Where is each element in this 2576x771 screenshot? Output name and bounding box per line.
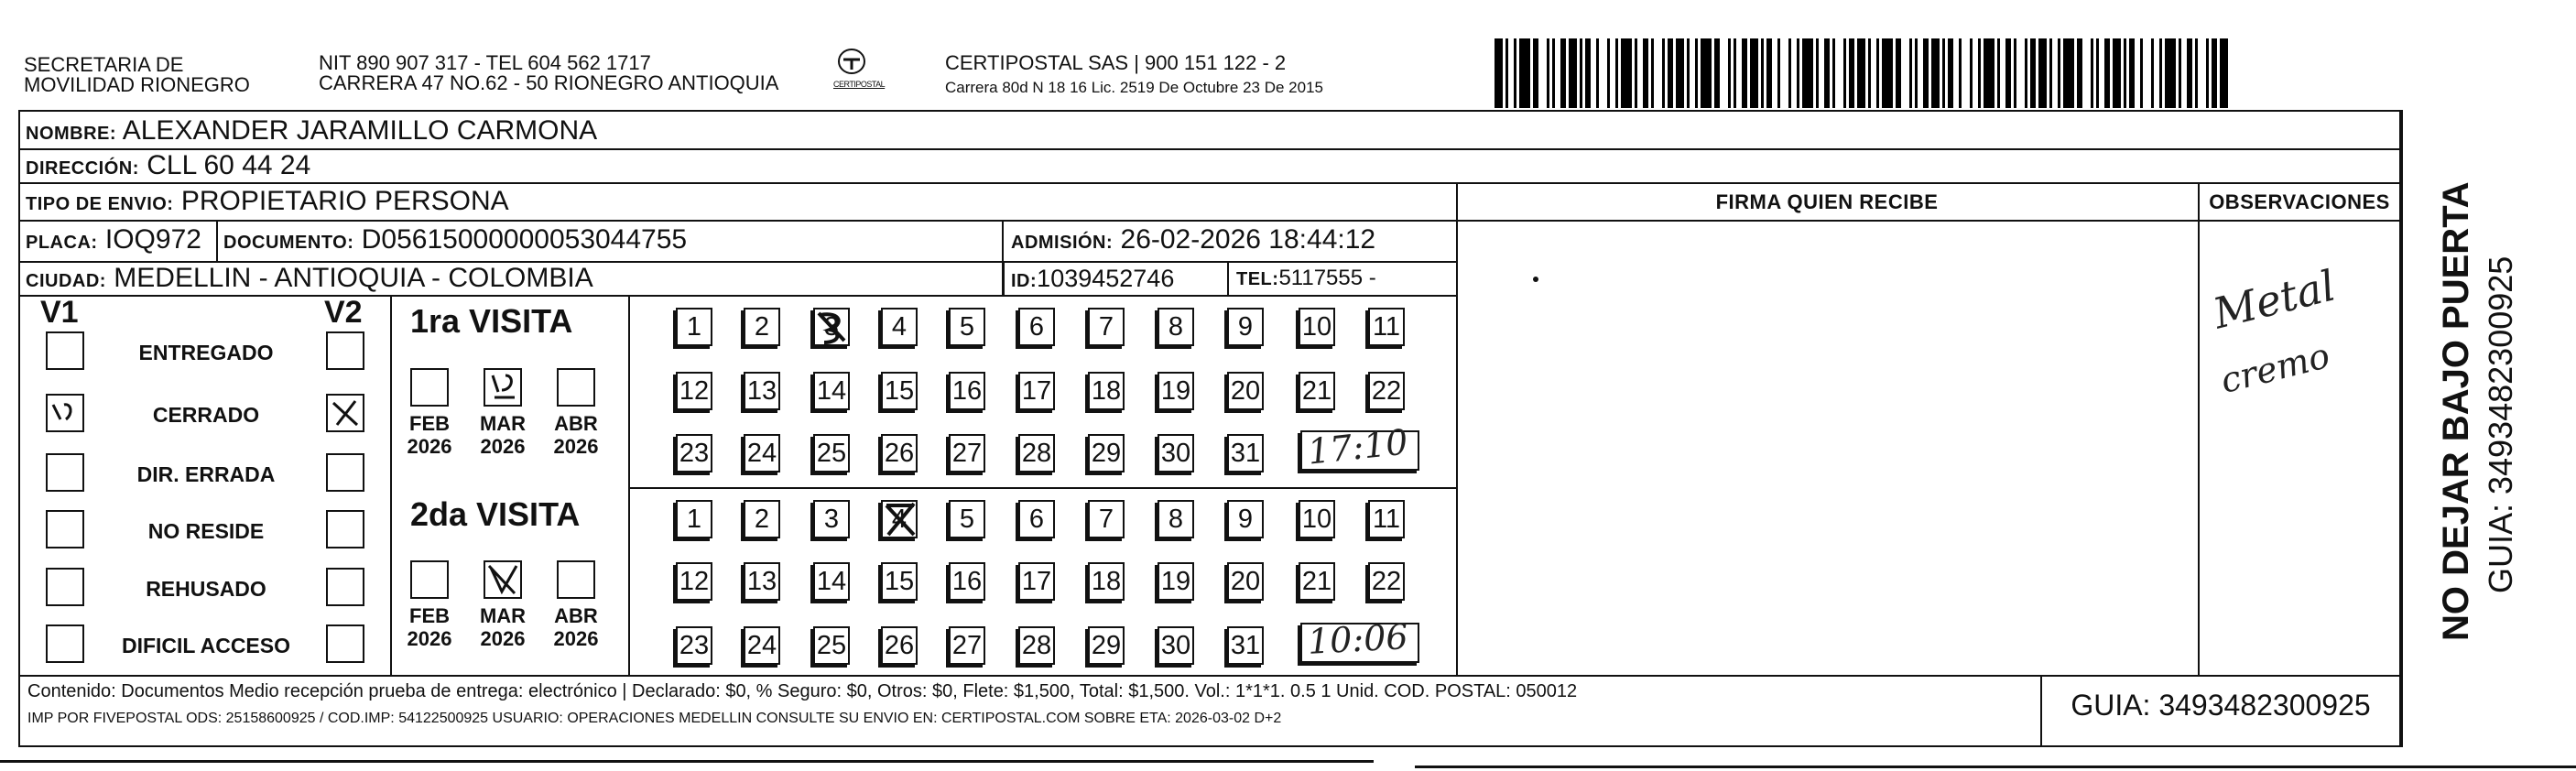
month-name: FEB (409, 412, 450, 435)
barcode-bar (1824, 38, 1830, 108)
day-box-12[interactable]: 12 (676, 562, 712, 601)
day-box-1[interactable]: 1 (676, 308, 712, 346)
day-box-15[interactable]: 15 (881, 562, 918, 601)
tel-row (1236, 264, 1376, 294)
v2-checkbox[interactable] (326, 331, 364, 370)
barcode-bar (1849, 38, 1854, 108)
status-label: ENTREGADO (138, 341, 274, 364)
status-label: DIFICIL ACCESO (121, 634, 290, 657)
org-name-line2: MOVILIDAD RIONEGRO (24, 73, 250, 96)
month-label (547, 412, 605, 458)
day-box-3[interactable]: 3 (813, 308, 850, 346)
day-box-10[interactable]: 10 (1299, 308, 1335, 346)
barcode-bar (1797, 38, 1799, 108)
barcode-bar (2195, 38, 2198, 108)
day-box-21[interactable]: 21 (1299, 562, 1335, 601)
tel-value: 5117555 - (1278, 266, 1376, 290)
day-box-10[interactable]: 10 (1299, 500, 1335, 538)
month-name: ABR (554, 412, 598, 435)
day-box-2[interactable]: 2 (744, 500, 780, 538)
month-checkbox-feb[interactable] (410, 368, 449, 407)
day-box-21[interactable]: 21 (1299, 372, 1335, 410)
day-box-16[interactable]: 16 (949, 562, 985, 601)
barcode-bar (1662, 38, 1665, 108)
day-box-7[interactable]: 7 (1088, 308, 1125, 346)
ciudad-value: MEDELLIN - ANTIOQUIA - COLOMBIA (114, 263, 593, 293)
day-box-6[interactable]: 6 (1018, 500, 1055, 538)
placa-label: PLACA: (26, 233, 98, 253)
org-name-line1: SECRETARIA DE (24, 53, 184, 76)
day-box-20[interactable]: 20 (1227, 562, 1264, 601)
barcode-bar (1621, 38, 1632, 108)
v1-checkbox[interactable] (46, 453, 84, 492)
id-row (1011, 264, 1174, 296)
barcode-bar (2212, 38, 2217, 108)
barcode-bar (2206, 38, 2209, 108)
barcode-bar (2140, 38, 2143, 108)
admision-value: 26-02-2026 18:44:12 (1120, 224, 1376, 255)
barcode-bar (1896, 38, 1901, 108)
day-box-18[interactable]: 18 (1088, 562, 1125, 601)
barcode-bar (1766, 38, 1772, 108)
barcode-bar (1585, 38, 1591, 108)
barcode-bar (1728, 38, 1731, 108)
barcode-bar (1788, 38, 1791, 108)
day-box-19[interactable]: 19 (1158, 372, 1194, 410)
side-notice: NO DEJAR BAJO PUERTA (2436, 181, 2476, 641)
company-line: CERTIPOSTAL SAS | 900 151 122 - 2 (945, 51, 1287, 74)
barcode-bar (1832, 38, 1835, 108)
day-box-8[interactable]: 8 (1158, 500, 1194, 538)
check-mark-icon (485, 562, 520, 597)
barcode-bar (1643, 38, 1648, 108)
day-box-25[interactable]: 25 (813, 626, 850, 665)
month-year: 2026 (480, 435, 526, 458)
company-sub: Carrera 80d N 18 16 Lic. 2519 De Octubre 23 De 2015 (945, 79, 1323, 96)
day-box-14[interactable]: 14 (813, 372, 850, 410)
nombre-row (26, 116, 597, 148)
day-box-7[interactable]: 7 (1088, 500, 1125, 538)
day-box-24[interactable]: 24 (744, 434, 780, 472)
nit-line: NIT 890 907 317 - TEL 604 562 1717 (319, 51, 651, 74)
barcode-bar (2179, 38, 2181, 108)
day-box-1[interactable]: 1 (676, 500, 712, 538)
certipostal-logo-icon (833, 48, 870, 75)
admision-label: ADMISIÓN: (1011, 233, 1114, 253)
day-box-30[interactable]: 30 (1158, 434, 1194, 472)
v1-checkbox[interactable] (46, 624, 84, 663)
barcode-bar (2124, 38, 2126, 108)
barcode-bar (2187, 38, 2192, 108)
barcode-bar (1514, 38, 1516, 108)
barcode-bar (1533, 38, 1538, 108)
check-mark-icon (485, 370, 520, 405)
month-checkbox-feb[interactable] (410, 560, 449, 599)
barcode-bar (1569, 38, 1577, 108)
day-box-17[interactable]: 17 (1018, 562, 1055, 601)
address-line: CARRERA 47 NO.62 - 50 RIONEGRO ANTIOQUIA (319, 71, 779, 94)
status-label: REHUSADO (146, 577, 266, 601)
barcode-bar (2038, 38, 2047, 108)
month-checkbox-abr[interactable] (557, 560, 595, 599)
barcode-bar (1882, 38, 1893, 108)
barcode-bar (1997, 38, 2000, 108)
day-box-24[interactable]: 24 (744, 626, 780, 665)
day-box-23[interactable]: 23 (676, 434, 712, 472)
logo-text: CERTIPOSTAL (833, 80, 886, 89)
month-label (547, 604, 605, 650)
direccion-value: CLL 60 44 24 (147, 150, 311, 180)
day-box-26[interactable]: 26 (881, 626, 918, 665)
nombre-label: NOMBRE: (26, 124, 117, 144)
v1-checkbox[interactable] (46, 394, 84, 432)
observation-line2: cremo (2216, 335, 2334, 401)
time-first-visit: 17:10 (1306, 421, 1410, 472)
barcode-bar (1519, 38, 1530, 108)
day-box-18[interactable]: 18 (1088, 372, 1125, 410)
side-guia: GUIA: 3493482300925 (2482, 255, 2519, 593)
imp-line: IMP POR FIVEPOSTAL ODS: 25158600925 / COD.IMP: 54122500925 USUARIO: OPERACIONES MEDELLIN CONSULTE SU ENVIO EN: CERTIPOSTAL.COM SOBRE ETA: 2026-03-02 D+2 (27, 711, 1282, 726)
v1-header: V1 (40, 295, 79, 330)
month-label (400, 412, 459, 458)
day-box-9[interactable]: 9 (1227, 308, 1264, 346)
barcode-bar (2151, 38, 2154, 108)
barcode-bar (1942, 38, 1945, 108)
status-label: CERRADO (152, 403, 260, 427)
month-label (473, 412, 532, 458)
barcode-bar (1970, 38, 1973, 108)
day-box-15[interactable]: 15 (881, 372, 918, 410)
barcode-bar (2159, 38, 2162, 108)
id-value: 1039452746 (1037, 265, 1175, 292)
barcode-bar (1676, 38, 1684, 108)
barcode-bar (1777, 38, 1780, 108)
day-box-27[interactable]: 27 (949, 626, 985, 665)
day-box-28[interactable]: 28 (1018, 434, 1055, 472)
ciudad-label: CIUDAD: (26, 271, 106, 291)
barcode-bar (1761, 38, 1764, 108)
day-box-29[interactable]: 29 (1088, 434, 1125, 472)
day-mark-icon (881, 500, 921, 545)
day-box-13[interactable]: 13 (744, 372, 780, 410)
documento-label: DOCUMENTO: (223, 233, 354, 253)
day-box-4[interactable]: 4 (881, 500, 918, 538)
status-label: NO RESIDE (147, 519, 265, 543)
v2-checkbox[interactable] (326, 510, 364, 548)
v1-checkbox[interactable] (46, 568, 84, 606)
barcode-bar (1505, 38, 1508, 108)
direccion-row (26, 151, 310, 183)
firma-header: FIRMA QUIEN RECIBE (1715, 190, 1939, 213)
day-box-26[interactable]: 26 (881, 434, 918, 472)
barcode-bar (2104, 38, 2110, 108)
barcode-bar (1978, 38, 1981, 108)
v2-checkbox[interactable] (326, 394, 364, 432)
barcode-bar (1868, 38, 1871, 108)
barcode-bar (1948, 38, 1953, 108)
observation-line1: Metal (2208, 260, 2341, 339)
v2-checkbox[interactable] (326, 568, 364, 606)
day-box-20[interactable]: 20 (1227, 372, 1264, 410)
barcode-bar (1931, 38, 1940, 108)
day-box-16[interactable]: 16 (949, 372, 985, 410)
tipo-value: PROPIETARIO PERSONA (180, 186, 509, 216)
barcode-bar (2129, 38, 2135, 108)
day-box-14[interactable]: 14 (813, 562, 850, 601)
v1-checkbox[interactable] (46, 510, 84, 548)
day-box-19[interactable]: 19 (1158, 562, 1194, 601)
day-box-28[interactable]: 28 (1018, 626, 1055, 665)
barcode-bar (1552, 38, 1555, 108)
barcode-bar (1909, 38, 1912, 108)
day-box-25[interactable]: 25 (813, 434, 850, 472)
barcode-bar (2096, 38, 2099, 108)
day-box-23[interactable]: 23 (676, 626, 712, 665)
placa-row (26, 225, 201, 257)
barcode-bar (1750, 38, 1758, 108)
barcode-bar (1843, 38, 1846, 108)
day-box-2[interactable]: 2 (744, 308, 780, 346)
barcode-bar (1959, 38, 1962, 108)
barcode-bar (1714, 38, 1720, 108)
barcode-bar (1695, 38, 1698, 108)
month-label (473, 604, 532, 650)
barcode-bar (1816, 38, 1819, 108)
observaciones-header: OBSERVACIONES (2209, 190, 2390, 213)
first-visit-title: 1ra VISITA (410, 302, 573, 340)
v2-checkbox[interactable] (326, 453, 364, 492)
day-box-11[interactable]: 11 (1368, 308, 1405, 346)
barcode-bar (1635, 38, 1637, 108)
status-label: DIR. ERRADA (136, 462, 276, 486)
barcode-bar (2165, 38, 2176, 108)
day-box-22[interactable]: 22 (1368, 562, 1405, 601)
day-mark-icon (813, 308, 853, 353)
month-label (400, 604, 459, 650)
barcode-bar (2113, 38, 2121, 108)
month-name: MAR (479, 604, 527, 627)
time-second-visit: 10:06 (1306, 616, 1409, 662)
barcode-bar (1596, 38, 1599, 108)
barcode-bar (2005, 38, 2011, 108)
day-box-31[interactable]: 31 (1227, 434, 1264, 472)
barcode-bar (2063, 38, 2074, 108)
certipostal-logo (833, 48, 886, 95)
day-box-5[interactable]: 5 (949, 500, 985, 538)
day-box-22[interactable]: 22 (1368, 372, 1405, 410)
day-box-4[interactable]: 4 (881, 308, 918, 346)
barcode-bar (2049, 38, 2052, 108)
contenido-line: Contenido: Documentos Medio recepción prueba de entrega: electrónico | Declarado: $0, % Seguro: $0, Otros: $0, Flete: $1,500, Total: $1,500. Vol.: 1*1*1. 0.5 1 Unid. COD. POSTAL: 050012 (27, 681, 1578, 701)
check-mark-icon (48, 396, 82, 430)
barcode-bar (2025, 38, 2027, 108)
month-year: 2026 (553, 627, 599, 650)
barcode-bar (1802, 38, 1813, 108)
day-box-9[interactable]: 9 (1227, 500, 1264, 538)
v2-checkbox[interactable] (326, 624, 364, 663)
barcode-bar (1580, 38, 1582, 108)
placa-value: IOQ972 (104, 224, 201, 255)
barcode-bar (2091, 38, 2093, 108)
tel-label: TEL: (1236, 269, 1279, 289)
barcode-bar (1607, 38, 1610, 108)
barcode-bar (1857, 38, 1865, 108)
day-box-29[interactable]: 29 (1088, 626, 1125, 665)
barcode-bar (2030, 38, 2036, 108)
nombre-value: ALEXANDER JARAMILLO CARMONA (122, 115, 598, 146)
documento-row (223, 225, 687, 257)
barcode-bar (1651, 38, 1654, 108)
month-checkbox-abr[interactable] (557, 368, 595, 407)
barcode-bar (1547, 38, 1549, 108)
month-checkbox-mar[interactable] (484, 368, 522, 407)
barcode-bar (1734, 38, 1736, 108)
month-name: FEB (409, 604, 450, 627)
id-label: ID: (1011, 271, 1038, 291)
day-box-11[interactable]: 11 (1368, 500, 1405, 538)
barcode-bar (1560, 38, 1566, 108)
tipo-row (26, 187, 509, 219)
month-year: 2026 (407, 435, 452, 458)
month-year: 2026 (553, 435, 599, 458)
barcode-bar (1615, 38, 1618, 108)
second-visit-title: 2da VISITA (410, 495, 581, 533)
signature-dot (1533, 277, 1538, 282)
day-box-12[interactable]: 12 (676, 372, 712, 410)
month-name: ABR (554, 604, 598, 627)
day-box-17[interactable]: 17 (1018, 372, 1055, 410)
check-mark-icon (328, 396, 363, 430)
barcode-bar (1923, 38, 1929, 108)
month-year: 2026 (407, 627, 452, 650)
day-box-5[interactable]: 5 (949, 308, 985, 346)
barcode-bar (1495, 38, 1503, 108)
guia-footer: GUIA: 3493482300925 (2071, 689, 2371, 722)
month-year: 2026 (480, 627, 526, 650)
tipo-label: TIPO DE ENVIO: (26, 194, 174, 214)
v2-header: V2 (324, 295, 363, 330)
admision-row (1011, 225, 1375, 257)
v1-checkbox[interactable] (46, 331, 84, 370)
barcode-bar (2220, 38, 2228, 108)
day-box-31[interactable]: 31 (1227, 626, 1264, 665)
barcode-bar (1742, 38, 1747, 108)
day-box-6[interactable]: 6 (1018, 308, 1055, 346)
day-box-3[interactable]: 3 (813, 500, 850, 538)
day-box-27[interactable]: 27 (949, 434, 985, 472)
day-box-8[interactable]: 8 (1158, 308, 1194, 346)
month-name: MAR (479, 412, 527, 435)
month-checkbox-mar[interactable] (484, 560, 522, 599)
barcode-bar (1687, 38, 1690, 108)
barcode-bar (2058, 38, 2060, 108)
barcode (1495, 0, 2222, 110)
day-box-30[interactable]: 30 (1158, 626, 1194, 665)
documento-value: D05615000000053044755 (361, 224, 688, 255)
ciudad-row (26, 264, 593, 296)
barcode-bar (1876, 38, 1879, 108)
day-box-13[interactable]: 13 (744, 562, 780, 601)
barcode-bar (2077, 38, 2082, 108)
direccion-label: DIRECCIÓN: (26, 158, 139, 179)
barcode-bar (1668, 38, 1673, 108)
barcode-bar (1984, 38, 1994, 108)
barcode-bar (1915, 38, 1918, 108)
barcode-bar (1701, 38, 1712, 108)
barcode-bar (2014, 38, 2016, 108)
